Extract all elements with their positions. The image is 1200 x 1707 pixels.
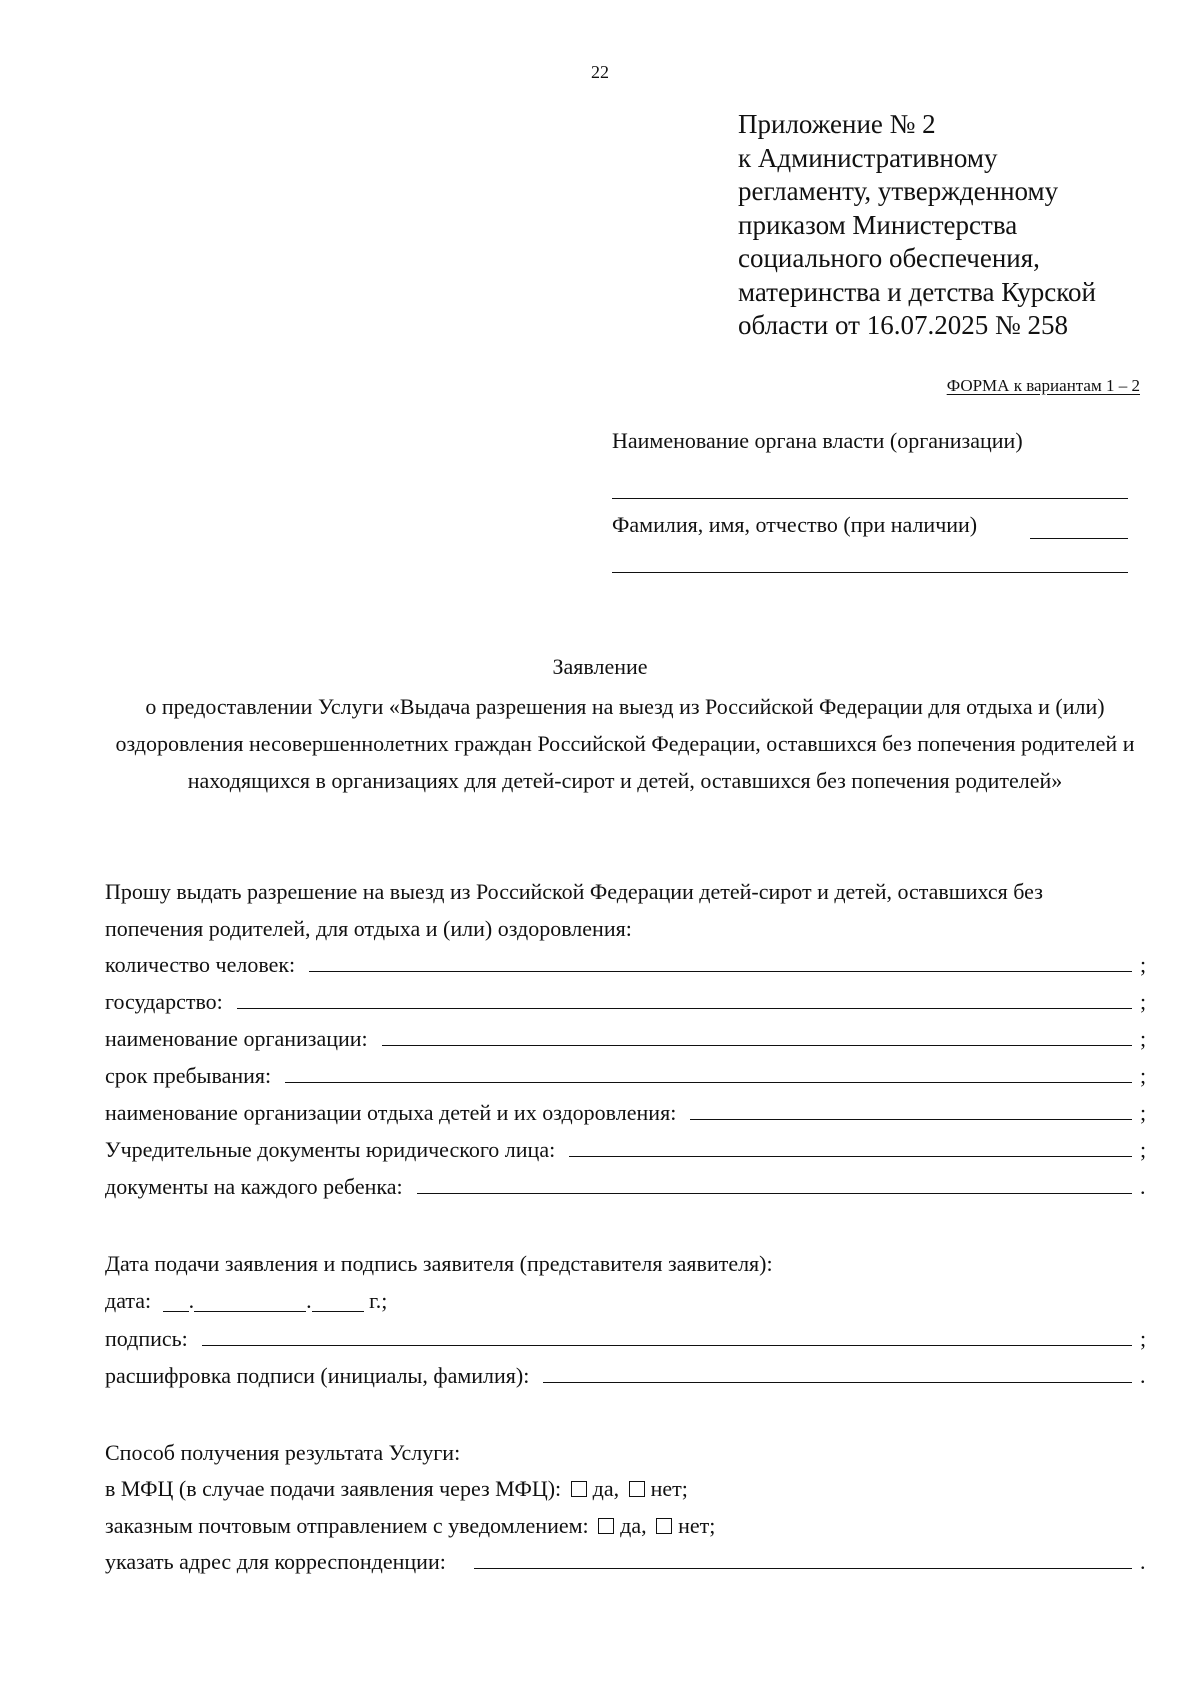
signature-end: ;	[1140, 1326, 1147, 1351]
appendix-header	[738, 108, 1178, 343]
field-row-child-documents	[105, 1170, 1150, 1200]
date-month-input[interactable]	[194, 1291, 306, 1312]
field-end: ;	[1140, 1026, 1147, 1051]
appendix-line: приказом Министерства	[738, 209, 1018, 240]
field-input-line[interactable]	[309, 971, 1132, 972]
field-input-line[interactable]	[285, 1082, 1132, 1083]
field-row-founding-documents	[105, 1133, 1150, 1163]
date-day-input[interactable]	[163, 1291, 189, 1312]
field-label: Учредительные документы юридического лица:	[105, 1137, 556, 1162]
field-end: ;	[1140, 1137, 1147, 1162]
signature-decode-row	[105, 1359, 1150, 1389]
field-row-country	[105, 985, 1150, 1015]
request-text: Прошу выдать разрешение на выезд из Российской Федерации детей-сирот и детей, оставшихся без попечения родителей, для отдыха и (или) оздоровления:	[105, 879, 1043, 941]
field-input-line[interactable]	[382, 1045, 1132, 1046]
field-end: ;	[1140, 1100, 1147, 1125]
yes-label: да,	[620, 1513, 647, 1538]
appendix-line: области от 16.07.2025 № 258	[738, 310, 1068, 340]
field-input-line[interactable]	[690, 1119, 1132, 1120]
field-row-recreation-org	[105, 1096, 1150, 1126]
field-label: документы на каждого ребенка:	[105, 1174, 403, 1199]
field-end: ;	[1140, 952, 1147, 977]
signature-row	[105, 1322, 1150, 1352]
fio-label: Фамилия, имя, отчество (при наличии)	[612, 512, 978, 537]
yes-label: да,	[592, 1476, 620, 1501]
document-subtitle: о предоставлении Услуги «Выдача разрешения на выезд из Российской Федерации для отдыха и (или) оздоровления несовершеннолетних граждан Российской Федерации, оставшихся без попечения родителей и находящихся в организациях для детей-сирот и детей, оставшихся без попечения родителей»	[115, 694, 1135, 793]
field-row-organization	[105, 1022, 1150, 1052]
date-label: дата:	[105, 1288, 152, 1313]
field-label: наименование организации:	[105, 1026, 368, 1051]
field-input-line[interactable]	[237, 1008, 1132, 1009]
fio-input-line[interactable]	[1030, 538, 1128, 539]
no-label: нет;	[678, 1513, 716, 1538]
mfc-no-checkbox[interactable]	[629, 1481, 645, 1497]
receipt-mfc-row	[105, 1476, 688, 1502]
authority-label: Наименование органа власти (организации)	[612, 428, 1023, 453]
signature-decode-end: .	[1140, 1363, 1146, 1388]
signature-decode-label: расшифровка подписи (инициалы, фамилия):	[105, 1363, 530, 1388]
field-input-line[interactable]	[417, 1193, 1132, 1194]
date-year-input[interactable]	[312, 1291, 364, 1312]
appendix-line: социального обеспечения,	[738, 243, 1040, 273]
field-end: .	[1140, 1174, 1146, 1199]
field-input-line[interactable]	[569, 1156, 1132, 1157]
receipt-mail-label: заказным почтовым отправлением с уведомлением:	[105, 1513, 589, 1538]
date-separator: .	[188, 1288, 195, 1313]
mail-no-checkbox[interactable]	[656, 1518, 672, 1534]
date-row	[105, 1288, 387, 1314]
address-input-line[interactable]	[474, 1568, 1132, 1569]
mfc-yes-checkbox[interactable]	[571, 1481, 587, 1497]
signature-label: подпись:	[105, 1326, 188, 1351]
year-suffix: г.;	[369, 1288, 388, 1313]
signature-heading: Дата подачи заявления и подпись заявителя (представителя заявителя):	[105, 1251, 773, 1276]
address-row	[105, 1545, 1150, 1575]
signature-decode-input-line[interactable]	[543, 1382, 1132, 1383]
address-label: указать адрес для корреспонденции:	[105, 1549, 446, 1574]
field-label: срок пребывания:	[105, 1063, 272, 1088]
appendix-line: регламенту, утвержденному	[738, 176, 1059, 206]
receipt-heading: Способ получения результата Услуги:	[105, 1440, 461, 1465]
authority-input-line[interactable]	[612, 498, 1128, 499]
fio-input-line-2[interactable]	[612, 572, 1128, 573]
field-row-people-count	[105, 948, 1150, 978]
address-end: .	[1140, 1549, 1146, 1574]
field-label: государство:	[105, 989, 223, 1014]
date-separator: .	[306, 1288, 312, 1313]
field-end: ;	[1140, 989, 1147, 1014]
field-label: количество человек:	[105, 952, 296, 977]
field-label: наименование организации отдыха детей и их оздоровления:	[105, 1100, 677, 1125]
page-number: 22	[591, 62, 609, 82]
no-label: нет;	[650, 1476, 688, 1501]
appendix-line: Приложение № 2	[738, 109, 936, 139]
receipt-mfc-label: в МФЦ (в случае подачи заявления через МФЦ):	[105, 1476, 562, 1501]
document-title: Заявление	[552, 654, 648, 679]
form-reference: ФОРМА к вариантам 1 – 2	[946, 376, 1140, 395]
appendix-line: к Административному	[738, 142, 998, 173]
signature-input-line[interactable]	[202, 1345, 1132, 1346]
field-row-stay-period	[105, 1059, 1150, 1089]
mail-yes-checkbox[interactable]	[598, 1518, 614, 1534]
appendix-line: материнства и детства Курской	[738, 276, 1096, 307]
receipt-mail-row	[105, 1513, 715, 1539]
field-end: ;	[1140, 1063, 1147, 1088]
